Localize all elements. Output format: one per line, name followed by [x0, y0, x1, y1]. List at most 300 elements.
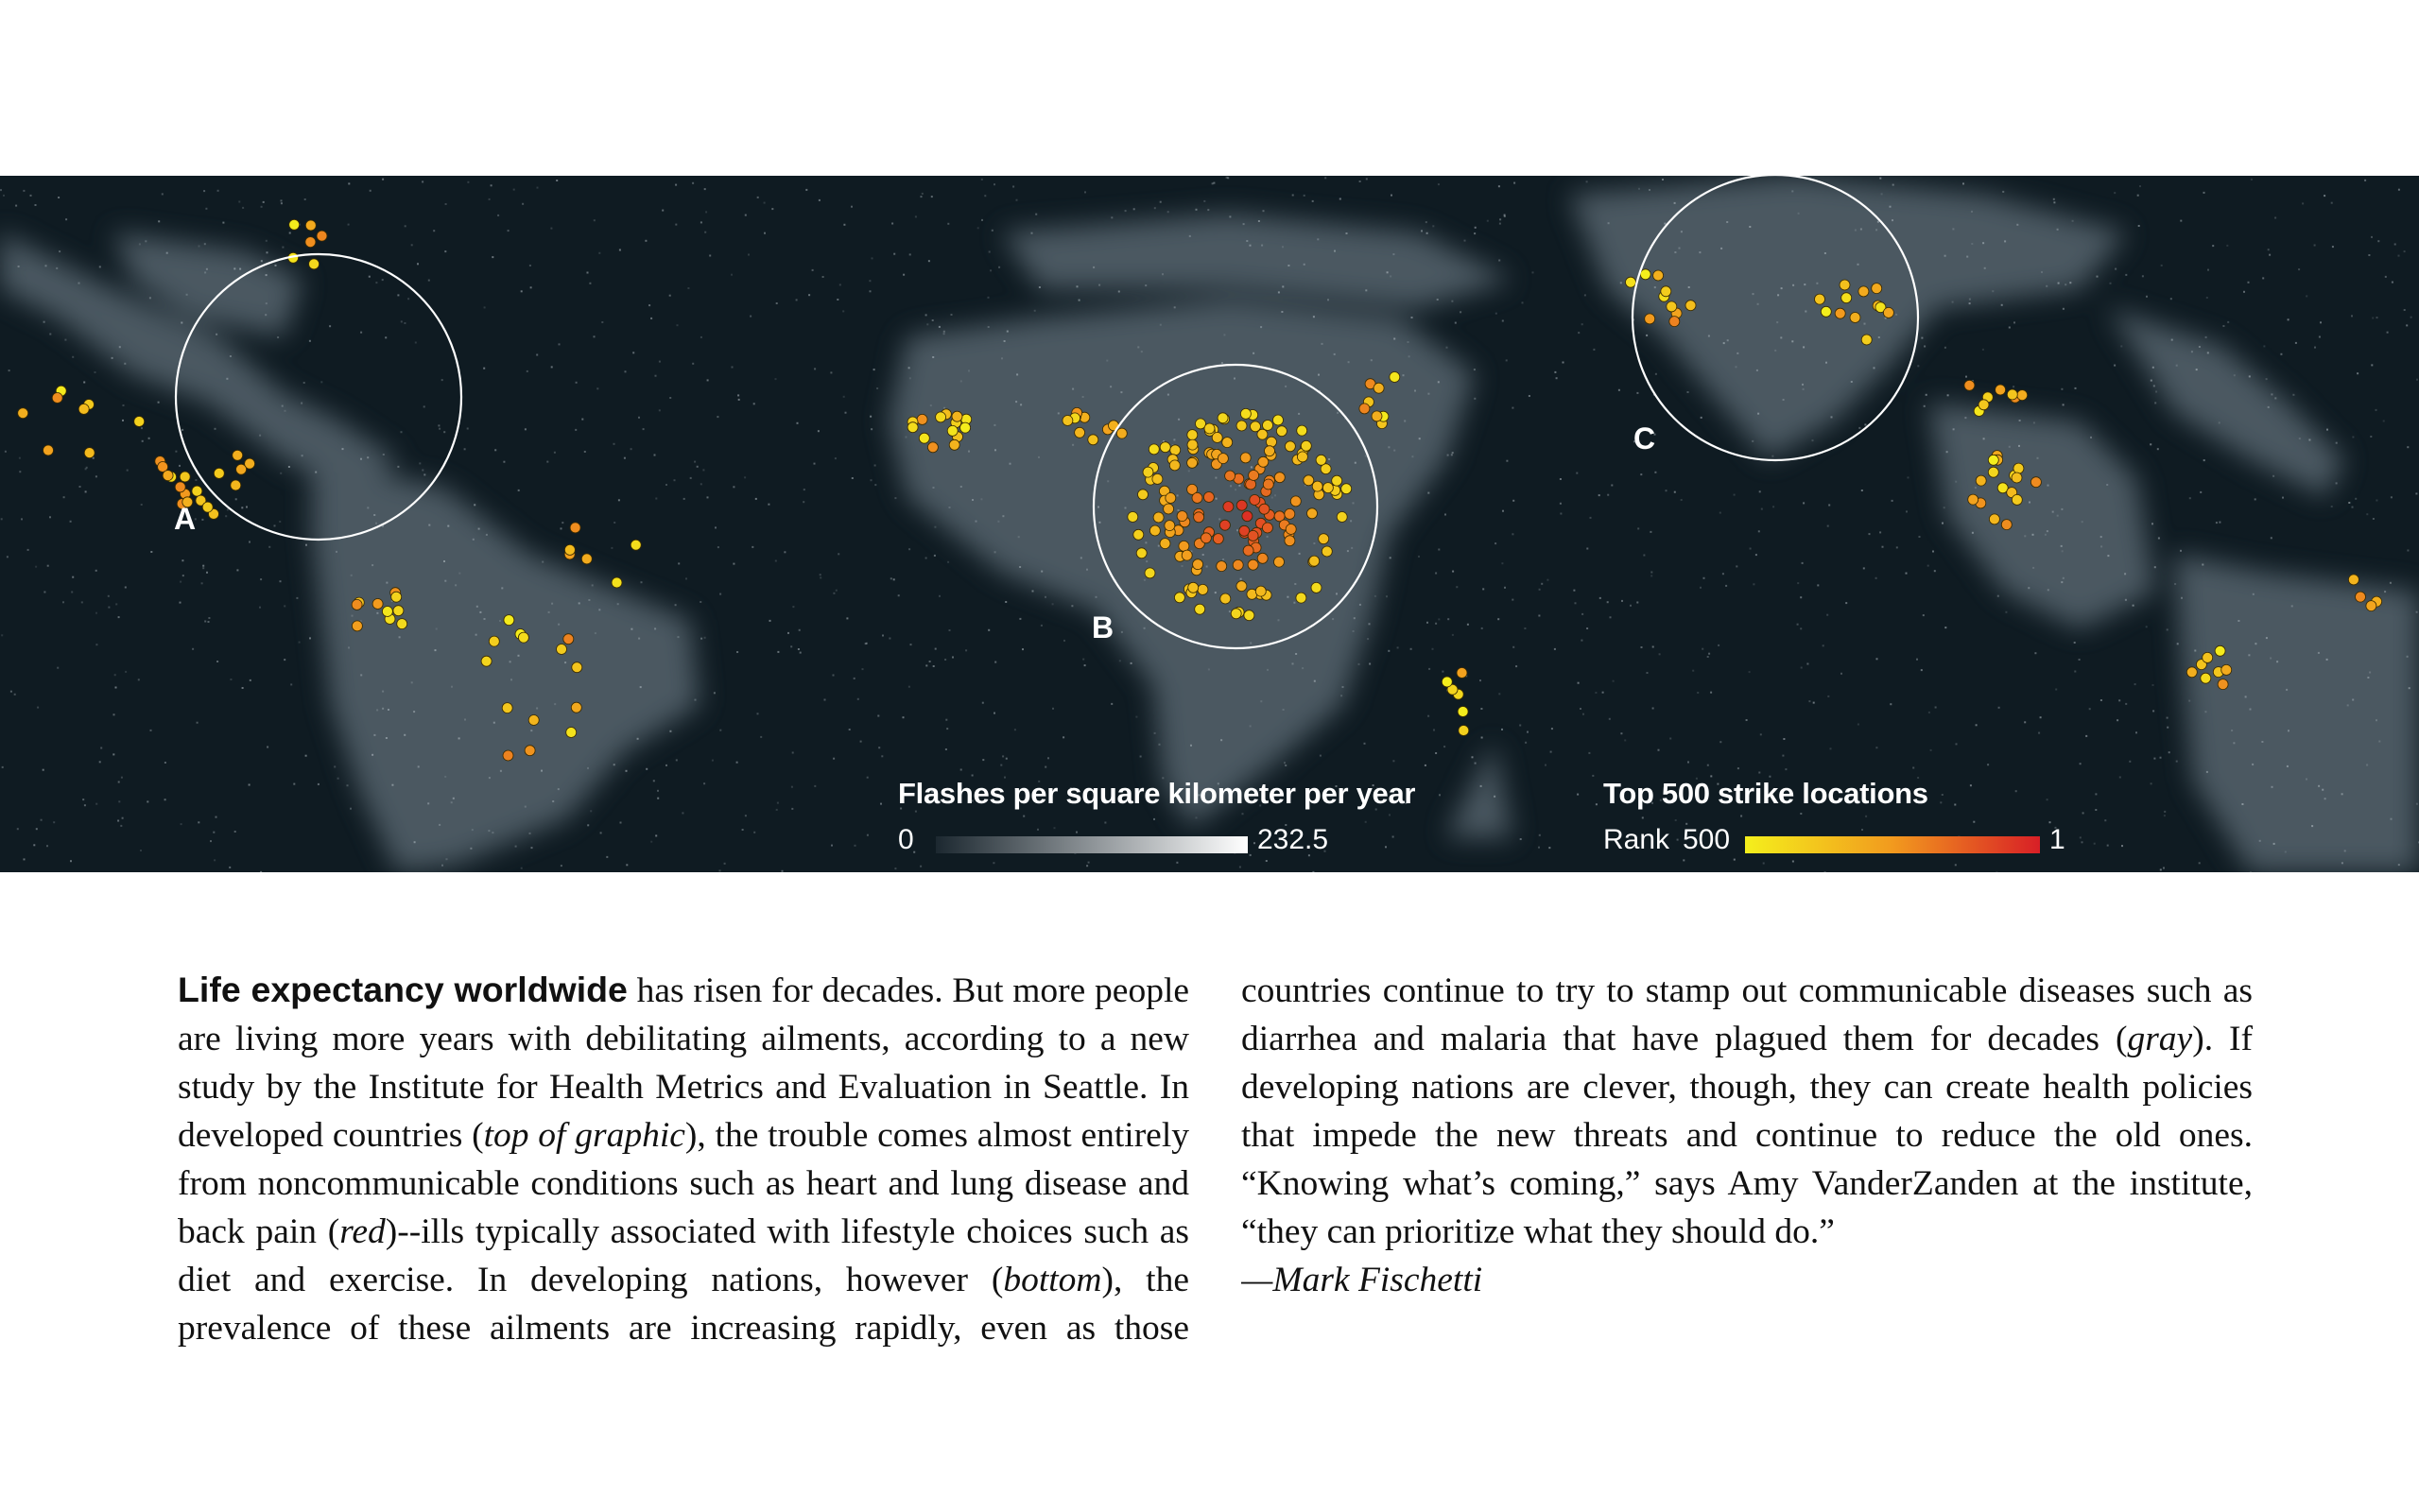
- texture-speck: [2055, 689, 2057, 691]
- texture-speck: [744, 476, 746, 478]
- texture-speck: [382, 691, 384, 693]
- texture-speck: [529, 833, 531, 834]
- strike-dot: [1160, 539, 1170, 549]
- texture-speck: [2357, 372, 2359, 374]
- texture-speck: [1190, 745, 1192, 747]
- strike-dot: [382, 607, 392, 617]
- texture-speck: [2331, 506, 2333, 507]
- texture-speck: [1669, 738, 1671, 740]
- texture-speck: [407, 298, 409, 300]
- texture-speck: [35, 566, 37, 568]
- texture-speck: [195, 479, 197, 481]
- texture-speck: [5, 451, 7, 453]
- texture-speck: [122, 420, 124, 421]
- texture-speck: [45, 265, 47, 266]
- texture-speck: [1560, 503, 1562, 505]
- texture-speck: [2082, 841, 2083, 843]
- texture-speck: [491, 184, 492, 186]
- texture-speck: [1072, 388, 1074, 390]
- texture-speck: [800, 652, 802, 654]
- texture-speck: [1513, 182, 1515, 184]
- texture-speck: [2151, 523, 2153, 524]
- texture-speck: [1892, 500, 1893, 502]
- texture-speck: [246, 507, 248, 508]
- texture-speck: [675, 224, 677, 226]
- texture-speck: [648, 304, 650, 306]
- texture-speck: [1014, 729, 1016, 730]
- texture-speck: [717, 416, 718, 418]
- texture-speck: [1845, 602, 1847, 604]
- texture-speck: [2052, 511, 2054, 513]
- texture-speck: [700, 601, 701, 603]
- texture-speck: [717, 546, 719, 548]
- texture-speck: [2404, 309, 2406, 311]
- texture-speck: [613, 522, 615, 524]
- texture-speck: [235, 498, 237, 500]
- texture-speck: [1890, 206, 1892, 208]
- texture-speck: [2061, 545, 2063, 547]
- texture-speck: [1141, 351, 1143, 352]
- texture-speck: [584, 451, 586, 453]
- texture-speck: [1506, 460, 1508, 462]
- article-text-4-cont: countries continue to try to stamp out communicable diseases such as diarrhea and malaria that have plagued them for decades (: [1241, 971, 2253, 1058]
- texture-speck: [10, 691, 12, 693]
- texture-speck: [2029, 502, 2030, 504]
- texture-speck: [674, 479, 676, 481]
- texture-speck: [118, 800, 120, 802]
- texture-speck: [1953, 428, 1955, 430]
- texture-speck: [1816, 283, 1818, 284]
- texture-speck: [1294, 583, 1296, 585]
- texture-speck: [1111, 216, 1113, 218]
- texture-speck: [1475, 763, 1477, 765]
- texture-speck: [290, 683, 292, 685]
- texture-speck: [1581, 640, 1582, 642]
- texture-speck: [874, 465, 876, 467]
- texture-speck: [2154, 402, 2156, 404]
- texture-speck: [2095, 793, 2097, 795]
- texture-speck: [1438, 549, 1440, 551]
- texture-speck: [1188, 470, 1190, 472]
- texture-speck: [497, 215, 499, 216]
- texture-speck: [1586, 180, 1588, 182]
- texture-speck: [508, 230, 510, 232]
- texture-speck: [1006, 758, 1008, 760]
- texture-speck: [249, 784, 251, 786]
- strike-dot: [1145, 568, 1155, 578]
- texture-speck: [371, 754, 373, 756]
- texture-speck: [894, 497, 896, 499]
- texture-speck: [1243, 223, 1245, 225]
- texture-speck: [64, 339, 66, 341]
- texture-speck: [2065, 284, 2066, 285]
- texture-speck: [2085, 735, 2087, 737]
- texture-speck: [2415, 492, 2417, 494]
- texture-speck: [596, 387, 598, 389]
- strike-dot: [566, 728, 577, 738]
- texture-speck: [261, 206, 263, 208]
- texture-speck: [85, 490, 87, 492]
- texture-speck: [1295, 653, 1297, 655]
- texture-speck: [1145, 541, 1147, 543]
- strike-dot: [1244, 610, 1254, 621]
- texture-speck: [122, 817, 124, 819]
- texture-speck: [250, 679, 251, 681]
- texture-speck: [1602, 692, 1604, 694]
- texture-speck: [993, 862, 994, 864]
- texture-speck: [753, 832, 755, 833]
- texture-speck: [417, 263, 419, 265]
- strike-dot: [612, 577, 622, 588]
- strike-dot: [1255, 586, 1266, 596]
- texture-speck: [1353, 502, 1355, 504]
- texture-speck: [206, 572, 208, 574]
- texture-speck: [1749, 226, 1751, 228]
- texture-speck: [598, 609, 600, 610]
- texture-speck: [121, 777, 123, 779]
- texture-speck: [776, 302, 778, 304]
- texture-speck: [1480, 708, 1482, 710]
- texture-speck: [753, 403, 755, 404]
- strike-dot: [631, 540, 641, 550]
- texture-speck: [1827, 525, 1829, 527]
- texture-speck: [1452, 634, 1454, 636]
- texture-speck: [945, 748, 947, 750]
- texture-speck: [1016, 373, 1018, 375]
- texture-speck: [1421, 230, 1423, 232]
- strike-dot: [1312, 481, 1322, 491]
- texture-speck: [350, 808, 352, 810]
- strike-dot: [1309, 556, 1320, 566]
- texture-speck: [1005, 601, 1007, 603]
- texture-speck: [1777, 294, 1779, 296]
- texture-speck: [2250, 871, 2252, 872]
- texture-speck: [695, 699, 697, 701]
- texture-speck: [1160, 324, 1162, 326]
- texture-speck: [943, 331, 945, 333]
- texture-speck: [1581, 613, 1583, 615]
- texture-speck: [1649, 189, 1650, 191]
- texture-speck: [397, 294, 399, 296]
- texture-speck: [1753, 293, 1754, 295]
- texture-speck: [2314, 245, 2316, 247]
- strike-dot: [233, 450, 243, 460]
- article-lead: Life expectancy worldwide: [178, 970, 628, 1009]
- texture-speck: [17, 828, 19, 830]
- texture-speck: [2146, 626, 2148, 627]
- strike-dot: [1988, 467, 1998, 477]
- texture-speck: [205, 208, 207, 210]
- texture-speck: [2261, 741, 2263, 743]
- texture-speck: [2368, 254, 2370, 256]
- texture-speck: [1736, 565, 1737, 567]
- texture-speck: [1242, 813, 1244, 815]
- texture-speck: [1494, 796, 1495, 798]
- texture-speck: [2139, 185, 2141, 187]
- texture-speck: [489, 777, 491, 779]
- texture-speck: [1328, 458, 1330, 460]
- texture-speck: [2398, 255, 2400, 257]
- texture-speck: [1015, 401, 1017, 403]
- texture-speck: [965, 649, 967, 651]
- texture-speck: [263, 201, 265, 203]
- texture-speck: [464, 719, 466, 721]
- texture-speck: [397, 466, 399, 468]
- texture-speck: [2407, 550, 2409, 552]
- texture-speck: [659, 361, 661, 363]
- texture-speck: [458, 737, 460, 739]
- texture-speck: [1512, 646, 1514, 648]
- texture-speck: [2057, 229, 2059, 231]
- texture-speck: [2367, 677, 2369, 679]
- texture-speck: [678, 636, 680, 638]
- texture-speck: [1072, 444, 1074, 446]
- texture-speck: [2134, 683, 2136, 685]
- texture-speck: [427, 802, 429, 804]
- strike-dot: [572, 662, 582, 673]
- texture-speck: [1783, 399, 1785, 401]
- texture-speck: [181, 823, 182, 825]
- texture-speck: [1797, 582, 1799, 584]
- texture-speck: [1890, 703, 1892, 705]
- texture-speck: [383, 454, 385, 455]
- texture-speck: [1740, 816, 1742, 817]
- strike-dot: [2012, 494, 2022, 505]
- texture-speck: [1650, 531, 1651, 533]
- texture-speck: [1658, 749, 1660, 751]
- texture-speck: [1350, 520, 1352, 522]
- texture-speck: [411, 681, 413, 683]
- texture-speck: [57, 667, 59, 669]
- texture-speck: [49, 516, 51, 518]
- texture-speck: [1772, 506, 1774, 507]
- texture-speck: [1875, 229, 1877, 231]
- texture-speck: [1581, 323, 1583, 325]
- texture-speck: [464, 448, 466, 450]
- texture-speck: [1118, 291, 1120, 293]
- texture-speck: [82, 799, 84, 800]
- texture-speck: [216, 661, 218, 662]
- texture-speck: [1707, 765, 1709, 766]
- texture-speck: [1203, 200, 1205, 202]
- texture-speck: [1414, 390, 1416, 392]
- texture-speck: [960, 380, 962, 382]
- texture-speck: [2286, 689, 2288, 691]
- texture-speck: [1734, 859, 1736, 861]
- texture-speck: [2061, 508, 2063, 510]
- texture-speck: [925, 664, 927, 666]
- texture-speck: [267, 251, 268, 253]
- texture-speck: [1177, 494, 1179, 496]
- texture-speck: [873, 369, 875, 370]
- texture-speck: [435, 649, 437, 651]
- texture-speck: [1800, 627, 1802, 629]
- strike-dot: [1257, 429, 1268, 439]
- texture-speck: [1239, 867, 1241, 868]
- strike-dot: [1296, 593, 1306, 603]
- texture-speck: [1992, 290, 1994, 292]
- texture-speck: [1253, 842, 1255, 844]
- texture-speck: [1474, 232, 1476, 234]
- texture-speck: [2180, 550, 2182, 552]
- texture-speck: [1538, 847, 1540, 849]
- texture-speck: [27, 549, 29, 551]
- texture-speck: [1145, 284, 1147, 286]
- texture-speck: [690, 477, 692, 479]
- strike-dot: [1341, 484, 1352, 494]
- texture-speck: [1982, 349, 1984, 351]
- texture-speck: [1624, 739, 1626, 741]
- texture-speck: [1365, 821, 1367, 823]
- texture-speck: [95, 644, 97, 645]
- texture-speck: [447, 525, 449, 527]
- texture-speck: [1824, 871, 1826, 872]
- texture-speck: [2248, 654, 2250, 656]
- texture-speck: [2048, 589, 2049, 591]
- texture-speck: [1519, 725, 1521, 727]
- texture-speck: [682, 812, 683, 814]
- texture-speck: [2171, 339, 2173, 341]
- texture-speck: [1969, 299, 1971, 301]
- strike-dot: [1840, 280, 1850, 290]
- texture-speck: [1154, 207, 1156, 209]
- texture-speck: [423, 405, 425, 407]
- texture-speck: [1926, 394, 1927, 396]
- texture-speck: [877, 715, 879, 717]
- texture-speck: [1962, 182, 1964, 184]
- texture-speck: [2390, 582, 2392, 584]
- texture-speck: [2407, 656, 2409, 658]
- texture-speck: [1719, 741, 1721, 743]
- texture-speck: [587, 824, 589, 826]
- texture-speck: [1643, 555, 1645, 557]
- texture-speck: [675, 184, 677, 186]
- texture-speck: [348, 646, 350, 648]
- strike-dot: [1187, 430, 1198, 440]
- texture-speck: [1802, 384, 1804, 386]
- texture-speck: [2319, 336, 2321, 338]
- texture-speck: [445, 203, 447, 205]
- texture-speck: [1369, 663, 1371, 665]
- texture-speck: [891, 223, 893, 225]
- texture-speck: [483, 368, 485, 369]
- texture-speck: [1875, 747, 1877, 748]
- texture-speck: [1020, 404, 1022, 405]
- texture-speck: [2080, 763, 2082, 765]
- strike-dot: [1193, 559, 1203, 570]
- texture-speck: [2212, 245, 2214, 247]
- texture-speck: [1630, 605, 1632, 607]
- texture-speck: [484, 618, 486, 620]
- texture-speck: [531, 847, 533, 849]
- texture-speck: [1882, 546, 1884, 548]
- texture-speck: [281, 199, 283, 201]
- texture-speck: [1216, 498, 1218, 500]
- texture-speck: [1408, 355, 1410, 357]
- strike-dot: [2221, 664, 2232, 675]
- texture-speck: [1251, 466, 1253, 468]
- texture-speck: [1475, 227, 1477, 229]
- texture-speck: [1781, 287, 1783, 289]
- texture-speck: [1084, 664, 1086, 666]
- strike-dot: [305, 237, 316, 248]
- texture-speck: [1281, 311, 1283, 313]
- texture-speck: [1636, 602, 1638, 604]
- texture-speck: [2090, 437, 2092, 438]
- texture-speck: [700, 336, 702, 338]
- texture-speck: [1892, 184, 1894, 186]
- texture-speck: [1701, 417, 1702, 419]
- strike-dot: [175, 482, 185, 492]
- texture-speck: [1971, 211, 1973, 213]
- texture-speck: [1620, 732, 1622, 734]
- texture-speck: [1921, 669, 1923, 671]
- texture-speck: [2207, 352, 2209, 353]
- strike-dot: [43, 445, 54, 455]
- texture-speck: [95, 371, 96, 373]
- texture-speck: [525, 806, 527, 808]
- article-em-2: red: [339, 1212, 386, 1251]
- article-em-4-cont: gray: [2127, 1020, 2193, 1058]
- texture-speck: [926, 323, 928, 325]
- texture-speck: [982, 702, 984, 704]
- texture-speck: [2013, 321, 2015, 323]
- texture-speck: [1563, 362, 1564, 364]
- texture-speck: [1355, 462, 1356, 464]
- texture-speck: [2094, 843, 2096, 845]
- flash-legend-title: Flashes per square kilometer per year: [898, 777, 1416, 810]
- texture-speck: [515, 846, 517, 848]
- texture-speck: [120, 825, 122, 827]
- texture-speck: [458, 573, 460, 575]
- texture-speck: [181, 429, 183, 431]
- texture-speck: [1652, 646, 1654, 648]
- texture-speck: [1752, 440, 1754, 442]
- texture-speck: [360, 674, 362, 676]
- texture-speck: [994, 662, 996, 663]
- texture-speck: [1359, 180, 1361, 182]
- texture-speck: [1278, 291, 1280, 293]
- texture-speck: [419, 462, 421, 464]
- texture-speck: [782, 870, 784, 872]
- texture-speck: [1167, 394, 1169, 396]
- texture-speck: [791, 786, 793, 788]
- flash-legend-max: 232.5: [1257, 824, 1329, 855]
- strike-dot: [1063, 416, 1073, 426]
- texture-speck: [1366, 178, 1368, 180]
- texture-speck: [401, 320, 403, 322]
- texture-speck: [2238, 620, 2239, 622]
- texture-speck: [1266, 860, 1268, 862]
- texture-speck: [2352, 437, 2354, 438]
- texture-speck: [1369, 623, 1371, 625]
- texture-speck: [1798, 213, 1800, 215]
- texture-speck: [1803, 502, 1805, 504]
- texture-speck: [2280, 353, 2282, 355]
- texture-speck: [138, 679, 140, 680]
- texture-speck: [2231, 730, 2233, 731]
- texture-speck: [175, 451, 177, 453]
- texture-speck: [125, 587, 127, 589]
- texture-speck: [476, 606, 478, 608]
- texture-speck: [1236, 529, 1238, 531]
- texture-speck: [2243, 291, 2245, 293]
- texture-speck: [558, 624, 560, 626]
- texture-speck: [943, 333, 945, 335]
- texture-speck: [2253, 593, 2255, 595]
- texture-speck: [1813, 702, 1815, 704]
- texture-speck: [2416, 803, 2418, 805]
